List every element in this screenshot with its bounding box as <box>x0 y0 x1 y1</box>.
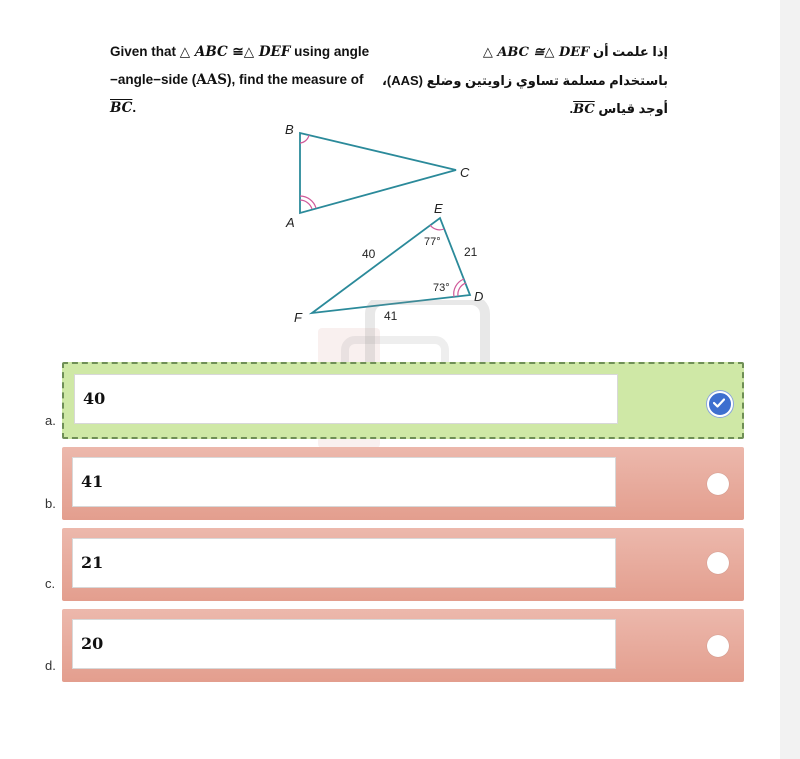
q-text: Given that <box>110 44 180 59</box>
option-b[interactable] <box>62 447 744 520</box>
triangle-abc <box>300 133 456 213</box>
q-ar-seg: $\overline{BC}$ <box>573 102 595 117</box>
q-ar-text: أوجد قياس <box>594 101 668 116</box>
option-b-letter: b. <box>45 496 56 511</box>
angle-mark-a1 <box>300 200 312 209</box>
q-ar-math: △ ABC ≅△ DEF <box>482 45 590 60</box>
angle-mark-b <box>300 135 309 143</box>
option-d-radio[interactable] <box>707 635 729 657</box>
q-text: ), find the measure of <box>227 72 364 87</box>
q-text: using angle −angle−side ( <box>110 44 370 87</box>
q-math-seg: $\overline{BC}$ <box>110 100 133 116</box>
option-d-answer: 20 <box>72 619 616 669</box>
question-english <box>110 38 380 122</box>
option-c[interactable] <box>62 528 744 601</box>
q-math-tri2: △ DEF <box>243 44 291 60</box>
option-c-answer: 21 <box>72 538 616 588</box>
label-c: C <box>460 165 470 180</box>
q-math-cong: ≅ <box>227 44 244 60</box>
option-d-letter: d. <box>45 658 56 673</box>
q-ar-line1 <box>380 38 668 67</box>
option-d[interactable] <box>62 609 744 682</box>
label-d: D <box>474 289 484 304</box>
angle-mark-d1 <box>458 283 466 296</box>
q-math-tri1: △ ABC <box>179 44 228 60</box>
option-b-radio[interactable] <box>707 473 729 495</box>
q-math-aas: AAS <box>196 72 227 88</box>
right-scroll-strip <box>780 0 800 759</box>
q-ar-text: . <box>569 101 574 116</box>
label-side-fe: 40 <box>362 247 376 261</box>
label-angle-d: 73° <box>433 282 450 294</box>
option-a[interactable] <box>62 362 744 439</box>
triangles-figure <box>270 118 510 348</box>
q-ar-line2: باستخدام مسلمة تساوي زاويتين وضلع (AAS)، <box>381 73 668 88</box>
option-c-letter: c. <box>45 576 56 591</box>
question-arabic <box>380 38 668 124</box>
label-f: F <box>294 310 302 325</box>
label-angle-e: 77° <box>424 236 441 248</box>
label-b: B <box>285 122 294 137</box>
label-e: E <box>434 201 443 216</box>
option-b-answer: 41 <box>72 457 616 507</box>
angle-mark-d2 <box>454 279 464 297</box>
label-side-ed: 21 <box>464 245 478 259</box>
angle-mark-e <box>430 225 444 230</box>
option-a-answer: 40 <box>74 374 618 424</box>
angle-mark-a2 <box>300 196 316 208</box>
label-side-fd: 41 <box>384 309 398 323</box>
q-ar-text: إذا علمت أن <box>589 44 668 59</box>
q-text: . <box>132 100 137 115</box>
option-a-letter: a. <box>45 413 56 428</box>
label-a: A <box>286 215 295 230</box>
option-a-check-icon[interactable] <box>707 391 733 417</box>
triangle-def <box>312 218 470 313</box>
option-c-radio[interactable] <box>707 552 729 574</box>
